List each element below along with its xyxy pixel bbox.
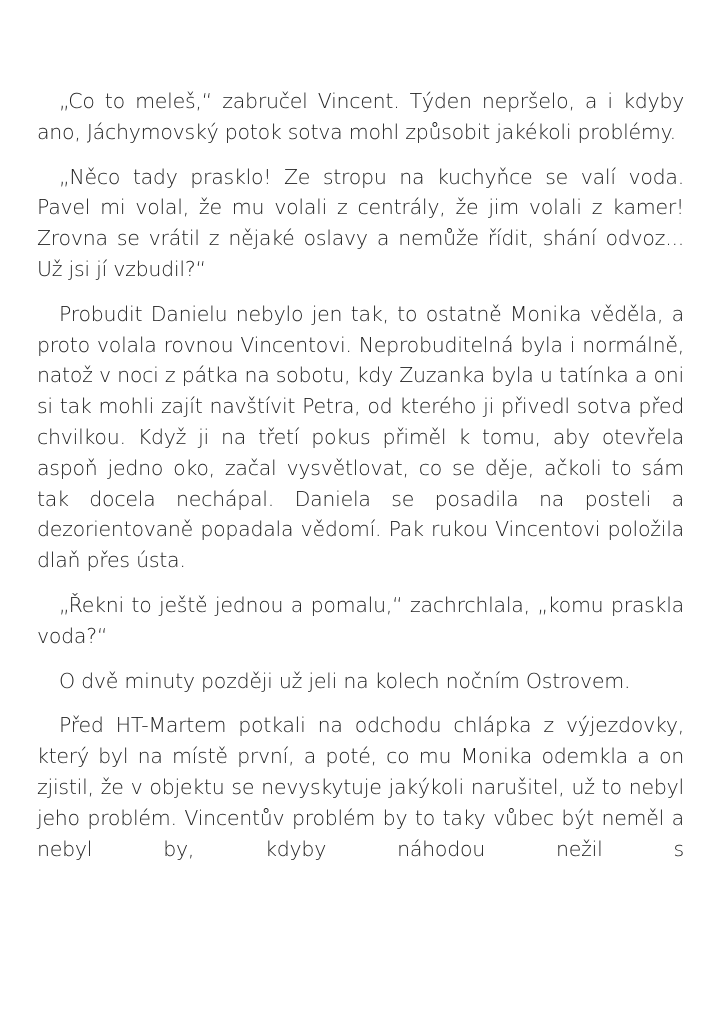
paragraph-6: Před HT-Martem potkali na odchodu chlápka z výjezdovky, který byl na místě první, a poté, co mu Monika odemkla a on zjistil, že v objektu se nevyskytuje jakýkoli narušitel, už to nebyl jeho problém. Vincentův problém by to taky vůbec být neměl a nebyl by, kdyby náhodou nežil s	[37, 713, 684, 861]
book-page	[37, 86, 684, 878]
paragraph-5: O dvě minuty později už jeli na kolech nočním Ostrovem.	[59, 668, 631, 693]
paragraph-4: „Řekni to ještě jednou a pomalu,“ zachrchlala, „komu praskla voda?“	[37, 592, 684, 648]
paragraph-1: „Co to meleš,“ zabručel Vincent. Týden nepršelo, a i kdyby ano, Jáchymovský potok sotva mohl způsobit jakékoli problémy.	[37, 89, 684, 144]
paragraph-3: Probudit Danielu nebylo jen tak, to ostatně Monika věděla, a proto volala rovnou Vincentovi. Neprobuditelná byla i normálně, natož v noci z pátka na sobotu, kdy Zuzanka byla u tatínka a oni si tak mohli zajít navštívit Petra, od kterého ji přivedl sotva před chvilkou. Když ji na třetí pokus přiměl k tomu, aby otevřela aspoň jedno oko, začal vysvětlovat, co se děje, ačkoli to sám tak docela nechápal. Daniela se posadila na posteli a dezorientovaně popadala vědomí. Pak rukou Vincentovi položila dlaň přes ústa.	[37, 301, 684, 573]
paragraph-2: „Něco tady prasklo! Ze stropu na kuchyňce se valí voda. Pavel mi volal, že mu volali z centrály, že jim volali z kamer! Zrovna se vrátil z nějaké oslavy a nemůže řídit, shání odvoz... Už jsi jí vzbudil?“	[37, 164, 684, 281]
